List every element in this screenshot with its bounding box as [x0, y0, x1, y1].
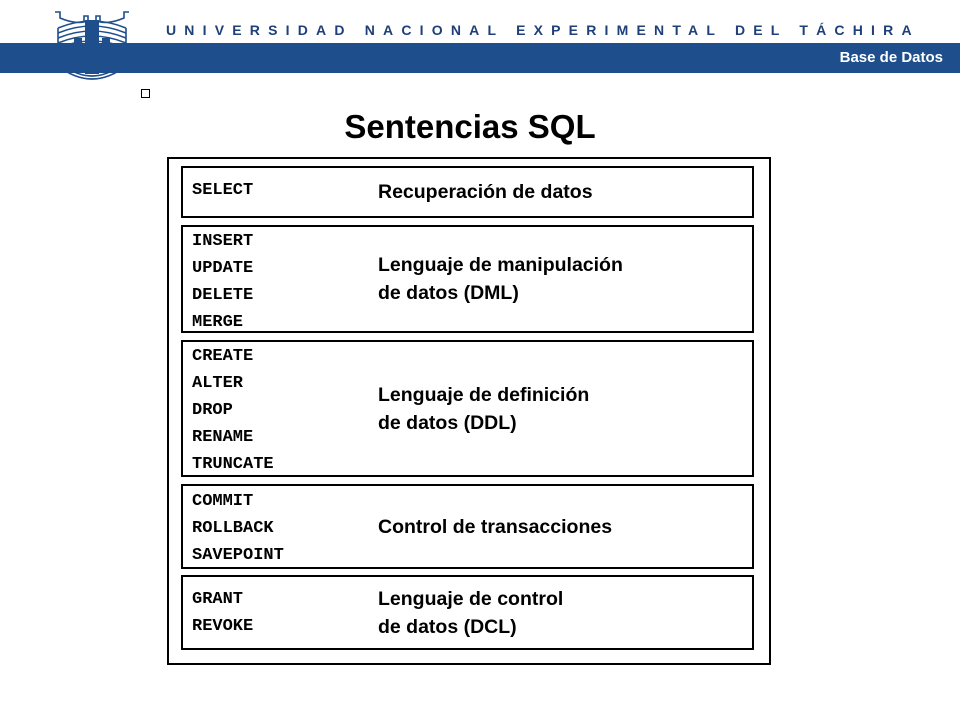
sql-command: ALTER: [192, 374, 244, 393]
description-line: Lenguaje de control: [378, 587, 564, 610]
sql-command: COMMIT: [192, 492, 254, 511]
sql-command: SAVEPOINT: [192, 546, 284, 565]
group-dml: [181, 225, 754, 333]
description-line: Lenguaje de manipulación: [378, 254, 623, 276]
group-description: [378, 577, 563, 648]
description-line: Control de transacciones: [378, 515, 613, 538]
header-bar: [0, 43, 960, 73]
sql-command: UPDATE: [192, 259, 254, 278]
group-description: [378, 168, 593, 216]
group-description: [378, 342, 589, 475]
square-bullet-icon: [141, 89, 150, 98]
sql-command: GRANT: [192, 590, 244, 609]
description-line: Recuperación de datos: [378, 181, 593, 203]
sql-command: INSERT: [192, 232, 254, 251]
description-line: de datos (DCL): [378, 615, 517, 638]
university-logo-icon: [52, 8, 132, 94]
group-transaction-control: [181, 484, 754, 569]
group-ddl: [181, 340, 754, 477]
university-title: UNIVERSIDAD NACIONAL EXPERIMENTAL DEL TÁCHIRA: [166, 22, 920, 38]
sql-command: DELETE: [192, 286, 254, 305]
description-line: de datos (DDL): [378, 411, 517, 434]
group-data-retrieval: [181, 166, 754, 218]
group-description: [378, 486, 612, 567]
sql-command: REVOKE: [192, 617, 254, 636]
sql-command: ROLLBACK: [192, 519, 274, 538]
description-line: de datos (DML): [378, 282, 519, 304]
slide-title: Sentencias SQL: [344, 108, 596, 145]
sql-command: CREATE: [192, 347, 254, 366]
sql-command: SELECT: [192, 181, 254, 200]
description-line: Lenguaje de definición: [378, 383, 590, 406]
course-title: Base de Datos: [839, 49, 943, 66]
sql-command: RENAME: [192, 428, 254, 447]
sql-command: TRUNCATE: [192, 455, 274, 474]
group-dcl: [181, 575, 754, 650]
sql-command: DROP: [192, 401, 233, 420]
sql-command: MERGE: [192, 313, 244, 332]
group-description: [378, 227, 623, 331]
